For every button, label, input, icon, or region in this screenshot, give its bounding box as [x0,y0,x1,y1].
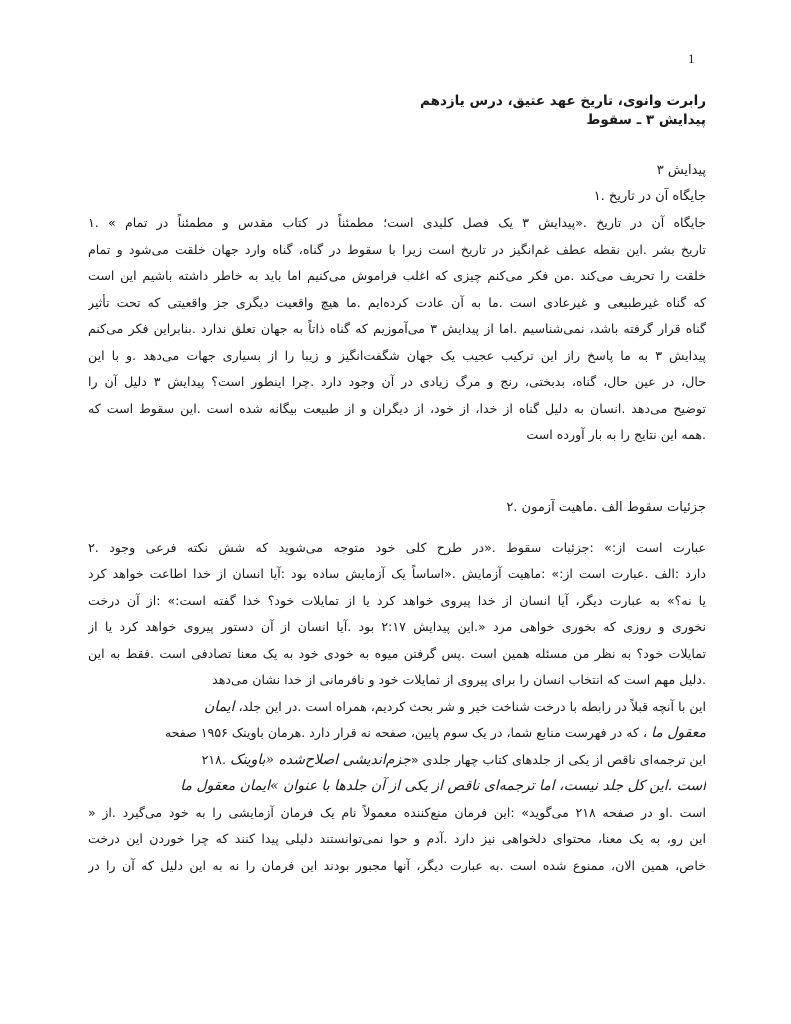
text-line: حال، در عین حال، گناه، بدبختی، رنج و مرگ زیادی در آن وجود دارد .چرا اینطور است؟ پیدایش ۳ دلیل آن را [88,374,706,389]
section-label: پیدایش ۳ [656,163,706,178]
text-line: تاریخ بشر .این نقطه عطف غم‌انگیز در تاریخ است زیرا با سقوط در گناه، گناه وارد جهان خلقت می‌شود و تمام [88,241,706,257]
book-title-italic: معقول ما [651,725,706,741]
text-line: عبارت است از:» :جزئیات سقوط .«در طرح کلی خود متوجه می‌شوید که شش نکته فرعی وجود .۲ [88,539,706,555]
text-line: توضیح می‌دهد .انسان به دلیل گناه از خدا، از خود، از دیگران و از طبیعت بیگانه شده است .این سقوط است که [88,400,706,416]
text-line: پیدایش ۳ به ما پاسخ راز این ترکیب عجیب یک جهان شگفت‌انگیز و زیبا را از بسیاری جهات می‌دهد .و با این [88,347,706,363]
text-line: یا نه؟» به عبارت دیگر، آیا انسان از خدا پیروی خواهد کرد یا از تمایلات خود؟ خدا گفته است:» :از آن درخت [88,592,706,608]
text-line: است .او در صفحه ۲۱۸ می‌گوید» :این فرمان منع‌کننده معمولاً نام یک فرمان آزمایشی را به خود می‌گیرد .از « [88,804,706,820]
text-line: تمایلات خود؟ به نظر من مسئله همین است .پس گرفتن میوه به خودی خود به یک معنا تصادفی است .فقط به این [88,645,706,661]
text-line: خلقت را تحریف می‌کند .من فکر می‌کنم چیزی که اغلب فراموش می‌کنیم اما باید به خاطر داشته باشیم این است [88,268,706,283]
section-2-paragraph [88,535,706,880]
text-line: جایگاه آن در تاریخ .«پیدایش ۳ یک فصل کلیدی است؛ مطمئناً در کتاب مقدس و مطمئناً در تمام » .۱ [88,215,706,230]
book-title-italic: جزم‌اندیشی اصلاح‌شده «باوینک [229,751,411,768]
book-title-italic: است .این کل جلد نیست، اما ترجمه‌ای ناقص از یکی از آن جلدها با عنوان »ایمان معقول ما [180,778,706,794]
section-1-heading: جایگاه آن در تاریخ .۱ [593,189,706,204]
reference-text: این با آنچه قبلاً در رابطه با درخت شناخت خیر و شر بحث کردیم، همراه است .در این جلد، [234,698,706,714]
section-1-paragraph [88,210,706,449]
reference-text: این ترجمه‌ای ناقص از یکی از جلدهای کتاب چهار جلدی « [410,751,706,767]
text-line: گناه قرار گرفته باشد، نمی‌شناسیم .اما از پیدایش ۳ می‌آموزیم که گناه ذاتاً به جهان تعلق ندارد .بنابراین فکر می‌کنم [88,321,706,336]
book-title-italic: ایمان [204,698,235,715]
text-line: این رو، به یک معنا، محتوای دلخواهی نیز دارد .آدم و حوا نمی‌توانستند دلیلی پیدا کنند که چرا خوردن این درخت [88,831,706,846]
section-2-heading: جزئیات سقوط الف .ماهیت آزمون .۲ [506,499,706,515]
text-line: که گناه غیرطبیعی و غیرعادی است .ما به آن عادت کرده‌ایم .ما هیچ واقعیت دیگری جز واقعیتی که تحت تأثیر [88,294,706,310]
text-line: دارد :الف .عبارت است از:» :ماهیت آزمایش .«اساساً یک آزمایش ساده بود :آیا انسان از خدا اطاعت خواهد کرد [88,566,706,581]
document-title: رابرت وانوی، تاریخ عهد عتیق، درس یازدهم [420,93,706,109]
text-line [88,694,706,721]
text-line [88,773,706,800]
text-line: .همه این نتایج را به بار آورده است [526,427,706,442]
text-line: خاص، همین الان، ممنوع شده است .به عبارت دیگر، آنها مجبور بودند این فرمان را نه به این دلیل که آن را در [88,857,706,873]
text-line [88,720,706,747]
document-body [88,92,706,879]
text-line [88,747,706,774]
text-line: .دلیل مهم است که انتخاب انسان را برای پیروی از تمایلات خود و نافرمانی از خدا نشان می‌دهد [212,672,706,687]
reference-text: ، که در فهرست منابع شما، در یک سوم پایین، صفحه نه قرار دارد .هرمان باوینک ۱۹۵۶ صفحه [164,725,652,740]
page-number: 1 [688,51,695,66]
text-line: نخوری و روزی که بخوری خواهی مرد «.این پیدایش ۲:۱۷ بود .آیا انسان از آن دستور پیروی خواهد کرد یا از [88,619,706,634]
document-subtitle: پیدایش ۳ ـ سقوط [586,112,706,128]
reference-text: .۲۱۸ [201,751,230,767]
